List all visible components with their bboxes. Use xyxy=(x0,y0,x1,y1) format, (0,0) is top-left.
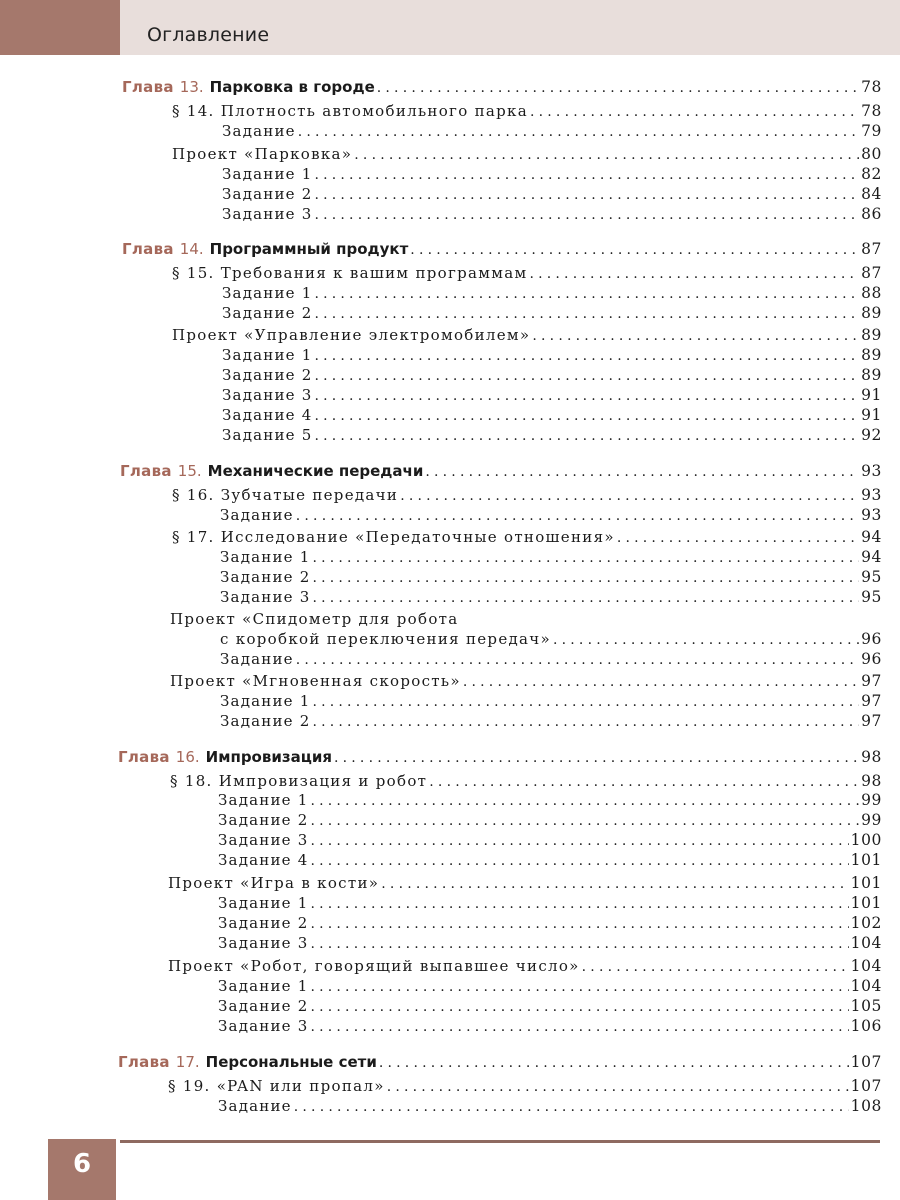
entry-label: Задание 1 xyxy=(218,894,309,912)
dot-leader xyxy=(582,959,849,975)
dot-leader xyxy=(425,464,859,480)
page-number: 94 xyxy=(861,548,882,566)
dot-leader xyxy=(387,1079,849,1095)
page-number: 106 xyxy=(850,1017,882,1035)
page-number: 104 xyxy=(850,977,882,995)
page-number: 93 xyxy=(861,506,882,524)
entry-label: Задание 3 xyxy=(218,831,309,849)
entry-label: § 18. Импровизация и робот xyxy=(170,772,428,790)
toc-project-speedometer[interactable] xyxy=(220,630,882,648)
dot-leader xyxy=(354,147,859,163)
page-number: 107 xyxy=(850,1077,882,1095)
chapter-number: 14. xyxy=(179,240,204,258)
entry-label: Задание 2 xyxy=(218,997,309,1015)
page-number: 101 xyxy=(850,874,882,892)
entry-label: Задание 1 xyxy=(222,284,313,302)
toc-task[interactable] xyxy=(222,304,882,322)
toc-chapter-16[interactable] xyxy=(118,748,882,766)
entry-label: Проект «Мгновенная скорость» xyxy=(170,672,461,690)
entry-label: Проект «Спидометр для робота xyxy=(170,610,459,628)
entry-label: Задание 3 xyxy=(220,588,311,606)
dot-leader xyxy=(334,750,859,766)
toc-task[interactable] xyxy=(222,205,882,223)
chapter-word: Глава xyxy=(122,240,174,258)
entry-label: Задание 1 xyxy=(218,977,309,995)
entry-label: Проект «Парковка» xyxy=(172,145,353,163)
entry-label: Задание 3 xyxy=(218,1017,309,1035)
toc-chapter-13[interactable] xyxy=(122,78,882,96)
dot-leader xyxy=(310,916,848,932)
toc-task[interactable] xyxy=(218,934,882,952)
dot-leader xyxy=(314,408,859,424)
page-number: 89 xyxy=(861,304,882,322)
toc-task[interactable] xyxy=(218,851,882,869)
chapter-title: Персональные сети xyxy=(205,1053,377,1071)
entry-label: Задание 3 xyxy=(222,386,313,404)
entry-label: Задание 1 xyxy=(220,548,311,566)
entry-label: § 15. Требования к вашим программам xyxy=(172,264,528,282)
entry-label: Проект «Игра в кости» xyxy=(168,874,380,892)
chapter-word: Глава xyxy=(118,1053,170,1071)
entry-label: Задание 2 xyxy=(222,185,313,203)
chapter-title: Импровизация xyxy=(205,748,332,766)
toc-task[interactable] xyxy=(220,588,882,606)
page-number: 91 xyxy=(861,406,882,424)
page-title: Оглавление xyxy=(147,24,270,46)
page-number: 96 xyxy=(861,630,882,648)
page-number: 93 xyxy=(861,486,882,504)
toc-project-speed[interactable] xyxy=(170,672,882,690)
page-number: 99 xyxy=(861,791,882,809)
chapter-number: 17. xyxy=(175,1053,200,1071)
chapter-number: 16. xyxy=(175,748,200,766)
toc-project-parking[interactable] xyxy=(172,145,882,163)
dot-leader xyxy=(310,979,848,995)
toc-section-19[interactable] xyxy=(168,1077,882,1095)
chapter-title: Механические передачи xyxy=(207,462,424,480)
dot-leader xyxy=(296,652,859,668)
page-number: 96 xyxy=(861,650,882,668)
toc-task[interactable] xyxy=(218,914,882,932)
page-number: 97 xyxy=(861,692,882,710)
chapter-word: Глава xyxy=(120,462,172,480)
chapter-word: Глава xyxy=(118,748,170,766)
entry-label: с коробкой переключения передач» xyxy=(220,630,551,648)
dot-leader xyxy=(553,632,859,648)
entry-label: Задание xyxy=(220,506,294,524)
chapter-number: 13. xyxy=(179,78,204,96)
toc-task[interactable] xyxy=(222,284,882,302)
toc-project-dice[interactable] xyxy=(168,874,882,892)
entry-label: Задание xyxy=(218,1097,292,1115)
page-number: 94 xyxy=(861,528,882,546)
dot-leader xyxy=(381,876,848,892)
page-number: 89 xyxy=(861,326,882,344)
dot-leader xyxy=(310,896,848,912)
page-number: 91 xyxy=(861,386,882,404)
dot-leader xyxy=(314,428,859,444)
page-number: 86 xyxy=(861,205,882,223)
dot-leader xyxy=(314,207,859,223)
toc-section-18[interactable] xyxy=(170,772,882,790)
toc-project-speedometer-title[interactable] xyxy=(170,610,882,628)
dot-leader xyxy=(312,590,859,606)
toc-task[interactable] xyxy=(218,811,882,829)
entry-label: Задание 2 xyxy=(222,366,313,384)
page-number: 101 xyxy=(850,894,882,912)
dot-leader xyxy=(310,936,848,952)
chapter-word: Глава xyxy=(122,78,174,96)
dot-leader xyxy=(314,348,859,364)
toc-task[interactable] xyxy=(222,406,882,424)
page-number: 104 xyxy=(850,957,882,975)
dot-leader xyxy=(314,388,859,404)
page-number: 95 xyxy=(861,588,882,606)
toc-task[interactable] xyxy=(220,692,882,710)
entry-label: Проект «Робот, говорящий выпавшее число» xyxy=(168,957,580,975)
page-number: 101 xyxy=(850,851,882,869)
toc-task[interactable] xyxy=(222,426,882,444)
page-number: 79 xyxy=(861,122,882,140)
dot-leader xyxy=(298,124,859,140)
dot-leader xyxy=(294,1099,849,1115)
chapter-title: Парковка в городе xyxy=(209,78,375,96)
page-number: 88 xyxy=(861,284,882,302)
dot-leader xyxy=(296,508,859,524)
page-number: 102 xyxy=(850,914,882,932)
page-number: 78 xyxy=(861,102,882,120)
entry-label: Задание 5 xyxy=(222,426,313,444)
dot-leader xyxy=(310,833,848,849)
toc-section-14[interactable] xyxy=(172,102,882,120)
dot-leader xyxy=(312,714,859,730)
page-number: 97 xyxy=(861,712,882,730)
page-number: 78 xyxy=(861,78,882,96)
chapter-number: 15. xyxy=(177,462,202,480)
entry-label: Задание 3 xyxy=(218,934,309,952)
chapter-title: Программный продукт xyxy=(209,240,409,258)
toc-task[interactable] xyxy=(220,712,882,730)
page-number: 100 xyxy=(850,831,882,849)
dot-leader xyxy=(312,550,859,566)
dot-leader xyxy=(530,104,859,120)
toc-chapter-17[interactable] xyxy=(118,1053,882,1071)
page-number: 89 xyxy=(861,366,882,384)
entry-label: Задание 1 xyxy=(218,791,309,809)
page-number: 95 xyxy=(861,568,882,586)
toc-project-robot[interactable] xyxy=(168,957,882,975)
page-number: 98 xyxy=(861,772,882,790)
toc-task[interactable] xyxy=(218,791,882,809)
entry-label: Задание 2 xyxy=(220,568,311,586)
toc-task[interactable] xyxy=(218,1097,882,1115)
entry-label: Задание 1 xyxy=(222,346,313,364)
page-number: 105 xyxy=(850,997,882,1015)
dot-leader xyxy=(377,80,859,96)
page-number-label: 6 xyxy=(72,1148,92,1179)
page-number: 107 xyxy=(850,1053,882,1071)
toc-section-15[interactable] xyxy=(172,264,882,282)
page-number: 99 xyxy=(861,811,882,829)
dot-leader xyxy=(312,570,859,586)
dot-leader xyxy=(532,328,859,344)
dot-leader xyxy=(310,1019,848,1035)
entry-label: Задание 3 xyxy=(222,205,313,223)
toc-task[interactable] xyxy=(218,894,882,912)
dot-leader xyxy=(310,793,859,809)
dot-leader xyxy=(314,368,859,384)
toc-task[interactable] xyxy=(220,506,882,524)
toc-task[interactable] xyxy=(222,185,882,203)
toc-section-16[interactable] xyxy=(172,486,882,504)
entry-label: Задание 1 xyxy=(220,692,311,710)
page-number: 104 xyxy=(850,934,882,952)
dot-leader xyxy=(429,774,859,790)
page-number: 92 xyxy=(861,426,882,444)
dot-leader xyxy=(310,853,848,869)
page-number: 98 xyxy=(861,748,882,766)
toc-chapter-15[interactable] xyxy=(120,462,882,480)
dot-leader xyxy=(314,286,859,302)
entry-label: Задание 2 xyxy=(222,304,313,322)
dot-leader xyxy=(314,187,859,203)
entry-label: § 19. «PAN или пропал» xyxy=(168,1077,385,1095)
dot-leader xyxy=(463,674,859,690)
page-number: 89 xyxy=(861,346,882,364)
page-number: 97 xyxy=(861,672,882,690)
dot-leader xyxy=(400,488,859,504)
entry-label: Задание 4 xyxy=(218,851,309,869)
toc-task[interactable] xyxy=(220,650,882,668)
dot-leader xyxy=(314,167,859,183)
entry-label: Задание 1 xyxy=(222,165,313,183)
page-number: 84 xyxy=(861,185,882,203)
dot-leader xyxy=(410,242,859,258)
toc-task[interactable] xyxy=(218,831,882,849)
entry-label: Задание 2 xyxy=(218,811,309,829)
entry-label: Задание 2 xyxy=(218,914,309,932)
dot-leader xyxy=(314,306,859,322)
toc-task[interactable] xyxy=(222,386,882,404)
toc-project-ecar[interactable] xyxy=(172,326,882,344)
footer-rule xyxy=(120,1140,880,1143)
page-number: 82 xyxy=(861,165,882,183)
toc-chapter-14[interactable] xyxy=(122,240,882,258)
page-number-box xyxy=(48,1139,116,1200)
dot-leader xyxy=(617,530,859,546)
entry-label: Задание 4 xyxy=(222,406,313,424)
page-number: 80 xyxy=(861,145,882,163)
toc-task[interactable] xyxy=(220,548,882,566)
dot-leader xyxy=(379,1055,849,1071)
page-number: 93 xyxy=(861,462,882,480)
dot-leader xyxy=(310,999,848,1015)
entry-label: Задание xyxy=(222,122,296,140)
dot-leader xyxy=(310,813,859,829)
entry-label: § 17. Исследование «Передаточные отношения» xyxy=(172,528,615,546)
page-number: 108 xyxy=(850,1097,882,1115)
entry-label: § 14. Плотность автомобильного парка xyxy=(172,102,528,120)
page-number: 87 xyxy=(861,264,882,282)
toc-task[interactable] xyxy=(222,366,882,384)
toc-task[interactable] xyxy=(218,1017,882,1035)
page-number: 87 xyxy=(861,240,882,258)
toc-task[interactable] xyxy=(218,977,882,995)
entry-label: Проект «Управление электромобилем» xyxy=(172,326,531,344)
toc-task[interactable] xyxy=(220,568,882,586)
entry-label: § 16. Зубчатые передачи xyxy=(172,486,399,504)
dot-leader xyxy=(312,694,859,710)
toc-task[interactable] xyxy=(218,997,882,1015)
entry-label: Задание xyxy=(220,650,294,668)
dot-leader xyxy=(529,266,859,282)
toc-task[interactable] xyxy=(222,122,882,140)
toc-section-17[interactable] xyxy=(172,528,882,546)
entry-label: Задание 2 xyxy=(220,712,311,730)
toc-task[interactable] xyxy=(222,165,882,183)
toc-task[interactable] xyxy=(222,346,882,364)
